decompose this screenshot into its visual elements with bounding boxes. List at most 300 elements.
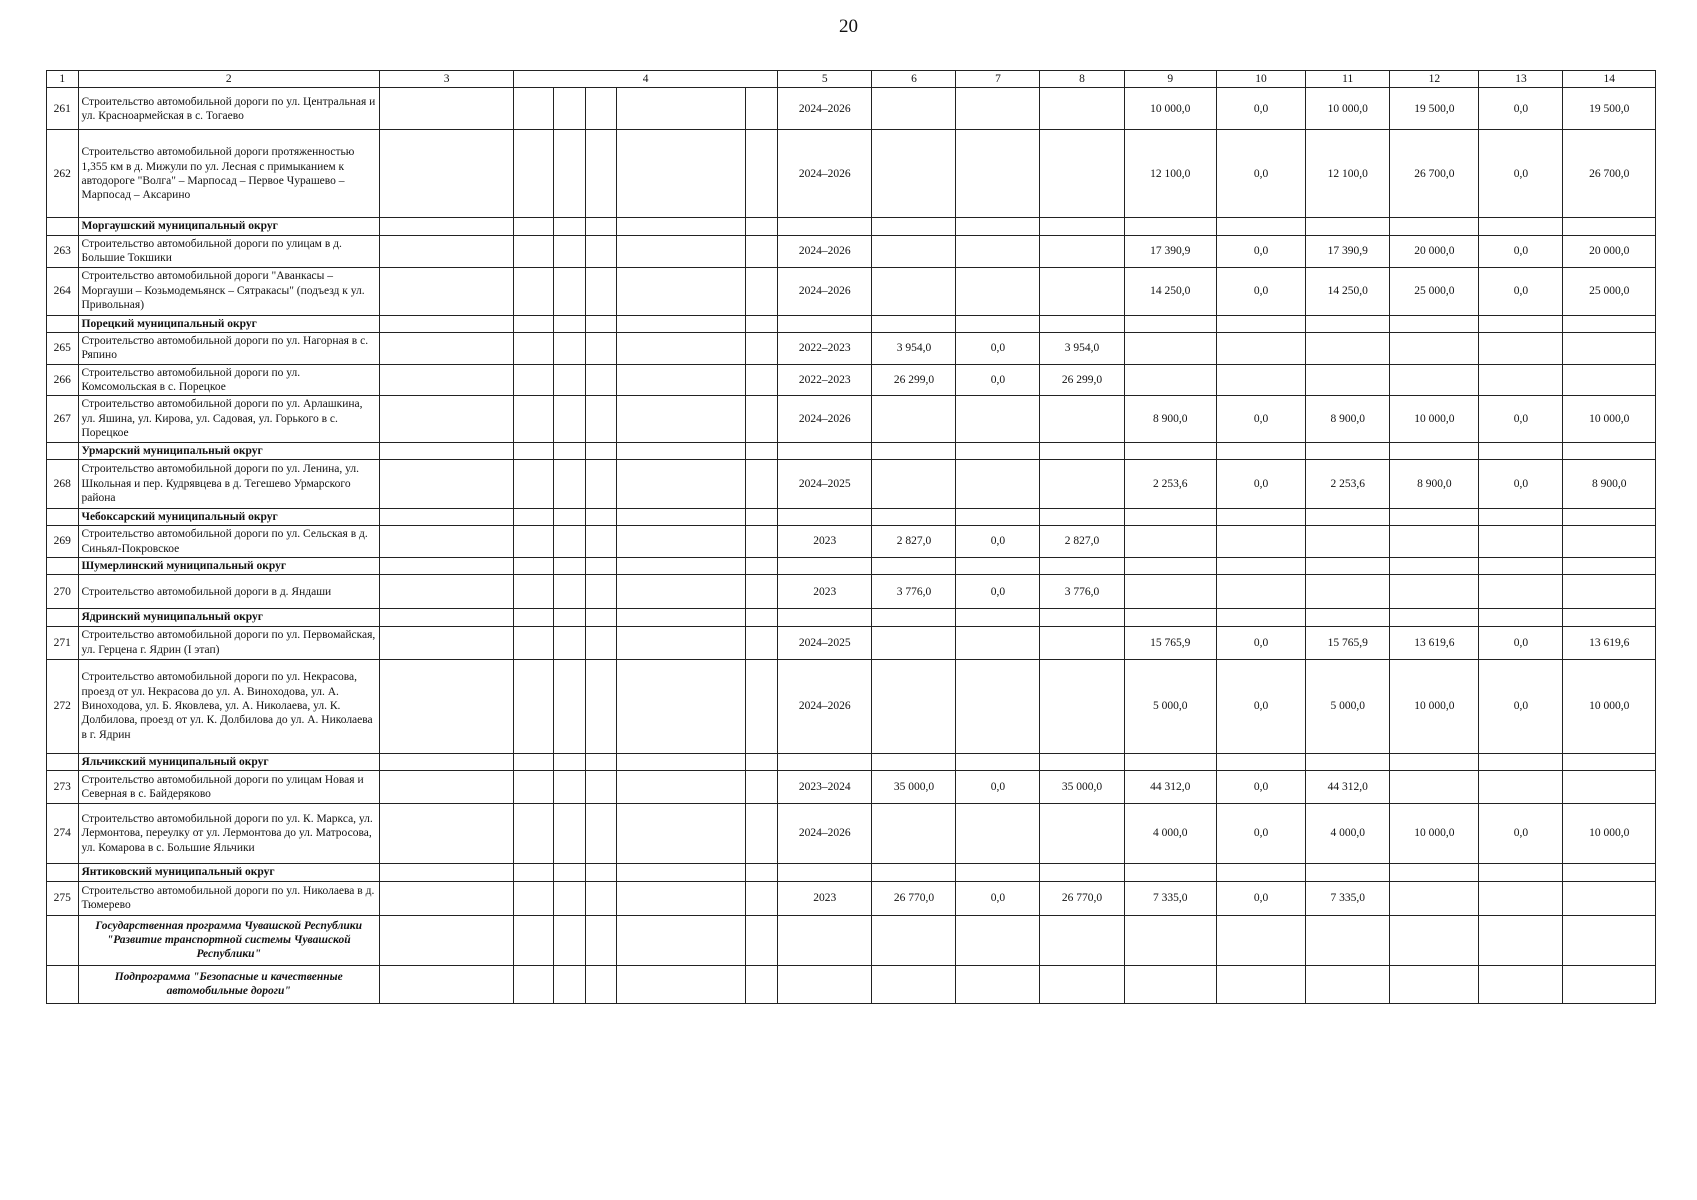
- value-cell-c14: 20 000,0: [1563, 235, 1656, 267]
- value-cell-c8: [1040, 235, 1124, 267]
- col-3-cell: [379, 88, 513, 130]
- col-4-subcell: [514, 753, 554, 770]
- value-cell-c6: [872, 459, 956, 508]
- col-3-cell: [379, 804, 513, 864]
- col-4-subcell: [617, 526, 746, 558]
- value-cell-c13: 0,0: [1479, 130, 1563, 218]
- value-cell-c12: 10 000,0: [1390, 804, 1479, 864]
- col-4-subcell: [514, 442, 554, 459]
- col-4-subcell: [585, 459, 617, 508]
- empty-cell: [1479, 442, 1563, 459]
- value-cell-c7: [956, 804, 1040, 864]
- value-cell-c10: 0,0: [1216, 804, 1305, 864]
- col-4-subcell: [554, 771, 586, 804]
- row-name: Строительство автомобильной дороги в д. Яндаши: [78, 575, 379, 609]
- col-4-subcell: [514, 659, 554, 753]
- value-cell-c14: [1563, 771, 1656, 804]
- empty-cell: [1479, 965, 1563, 1003]
- empty-cell: [1306, 864, 1390, 881]
- empty-cell: [1390, 315, 1479, 332]
- empty-cell: [1563, 508, 1656, 525]
- value-cell-c10: [1216, 364, 1305, 396]
- col-4-subcell: [514, 364, 554, 396]
- value-cell-c13: 0,0: [1479, 267, 1563, 315]
- row-number: [47, 965, 79, 1003]
- program-name: Государственная программа Чувашской Республики "Развитие транспортной системы Чувашской Республики": [78, 915, 379, 965]
- col-4-subcell: [746, 558, 778, 575]
- value-cell-c8: [1040, 659, 1124, 753]
- col-4-subcell: [554, 558, 586, 575]
- col-3-cell: [379, 609, 513, 626]
- col-4-subcell: [617, 626, 746, 659]
- value-cell-c11: [1306, 364, 1390, 396]
- empty-cell: [777, 508, 872, 525]
- table-row: [47, 396, 1656, 442]
- col-4-subcell: [746, 218, 778, 235]
- col-4-subcell: [746, 659, 778, 753]
- empty-cell: [872, 315, 956, 332]
- value-cell-c13: 0,0: [1479, 88, 1563, 130]
- row-name: Строительство автомобильной дороги протяженностью 1,355 км в д. Мижули по ул. Лесная с примыканием к автодороге "Волга" – Марпосад – Первое Чурашево – Марпосад – Аксарино: [78, 130, 379, 218]
- empty-cell: [872, 442, 956, 459]
- row-name: Строительство автомобильной дороги по ул. Ленина, ул. Школьная и пер. Кудрявцева в д. Тегешево Урмарского района: [78, 459, 379, 508]
- district-name: Урмарский муниципальный округ: [78, 442, 379, 459]
- value-cell-c10: 0,0: [1216, 459, 1305, 508]
- col-4-subcell: [514, 864, 554, 881]
- col-4-subcell: [514, 526, 554, 558]
- row-name: Строительство автомобильной дороги "Аванкасы – Моргауши – Козьмодемьянск – Сятракасы" (подъезд к ул. Привольная): [78, 267, 379, 315]
- empty-cell: [956, 315, 1040, 332]
- program-name: Подпрограмма "Безопасные и качественные автомобильные дороги": [78, 965, 379, 1003]
- column-header: 7: [956, 71, 1040, 88]
- col-4-subcell: [554, 235, 586, 267]
- value-cell-c11: [1306, 526, 1390, 558]
- empty-cell: [1479, 915, 1563, 965]
- empty-cell: [1040, 558, 1124, 575]
- col-3-cell: [379, 396, 513, 442]
- empty-cell: [1390, 864, 1479, 881]
- empty-cell: [1390, 508, 1479, 525]
- row-number: 271: [47, 626, 79, 659]
- col-4-subcell: [514, 804, 554, 864]
- value-cell-c14: 19 500,0: [1563, 88, 1656, 130]
- col-4-subcell: [585, 804, 617, 864]
- value-cell-c12: [1390, 332, 1479, 364]
- col-4-subcell: [617, 364, 746, 396]
- value-cell-c10: 0,0: [1216, 881, 1305, 915]
- value-cell-c8: [1040, 626, 1124, 659]
- value-cell-c10: 0,0: [1216, 235, 1305, 267]
- value-cell-c12: 10 000,0: [1390, 396, 1479, 442]
- col-4-subcell: [617, 396, 746, 442]
- col-3-cell: [379, 459, 513, 508]
- district-name: Моргаушский муниципальный округ: [78, 218, 379, 235]
- col-4-subcell: [514, 965, 554, 1003]
- empty-cell: [1040, 753, 1124, 770]
- district-name: Ядринский муниципальный округ: [78, 609, 379, 626]
- row-name: Строительство автомобильной дороги по ул. Нагорная в с. Ряпино: [78, 332, 379, 364]
- empty-cell: [956, 864, 1040, 881]
- empty-cell: [1306, 442, 1390, 459]
- col-4-subcell: [585, 915, 617, 965]
- value-cell-c8: [1040, 88, 1124, 130]
- col-4-subcell: [554, 526, 586, 558]
- col-4-subcell: [617, 218, 746, 235]
- value-cell-c7: [956, 130, 1040, 218]
- col-4-subcell: [746, 364, 778, 396]
- col-3-cell: [379, 218, 513, 235]
- value-cell-c6: 26 770,0: [872, 881, 956, 915]
- col-4-subcell: [585, 508, 617, 525]
- value-cell-c10: 0,0: [1216, 626, 1305, 659]
- value-cell-c7: 0,0: [956, 771, 1040, 804]
- value-cell-c12: [1390, 364, 1479, 396]
- empty-cell: [956, 753, 1040, 770]
- row-number: [47, 915, 79, 965]
- empty-cell: [1216, 218, 1305, 235]
- program-row: [47, 965, 1656, 1003]
- empty-cell: [1479, 864, 1563, 881]
- district-row: [47, 442, 1656, 459]
- col-4-subcell: [514, 235, 554, 267]
- empty-cell: [1124, 609, 1216, 626]
- period-cell: 2024–2026: [777, 267, 872, 315]
- col-4-subcell: [514, 130, 554, 218]
- value-cell-c7: 0,0: [956, 526, 1040, 558]
- district-name: Шумерлинский муниципальный округ: [78, 558, 379, 575]
- empty-cell: [1040, 864, 1124, 881]
- col-4-subcell: [585, 130, 617, 218]
- col-4-subcell: [617, 459, 746, 508]
- col-3-cell: [379, 267, 513, 315]
- column-header: 4: [514, 71, 778, 88]
- col-4-subcell: [746, 396, 778, 442]
- value-cell-c14: [1563, 881, 1656, 915]
- value-cell-c12: 20 000,0: [1390, 235, 1479, 267]
- value-cell-c10: [1216, 575, 1305, 609]
- col-3-cell: [379, 881, 513, 915]
- row-number: 261: [47, 88, 79, 130]
- period-cell: 2024–2026: [777, 396, 872, 442]
- empty-cell: [1124, 965, 1216, 1003]
- value-cell-c13: 0,0: [1479, 804, 1563, 864]
- page-number: 20: [839, 16, 858, 37]
- col-4-subcell: [514, 396, 554, 442]
- col-3-cell: [379, 626, 513, 659]
- value-cell-c12: 8 900,0: [1390, 459, 1479, 508]
- table-row: [47, 526, 1656, 558]
- value-cell-c9: 2 253,6: [1124, 459, 1216, 508]
- value-cell-c13: 0,0: [1479, 626, 1563, 659]
- column-header: 5: [777, 71, 872, 88]
- col-4-subcell: [585, 88, 617, 130]
- column-header: 8: [1040, 71, 1124, 88]
- col-4-subcell: [746, 235, 778, 267]
- header-row: [47, 71, 1656, 88]
- column-header: 10: [1216, 71, 1305, 88]
- col-4-subcell: [617, 771, 746, 804]
- col-4-subcell: [554, 332, 586, 364]
- col-4-subcell: [554, 864, 586, 881]
- empty-cell: [1216, 965, 1305, 1003]
- empty-cell: [1306, 965, 1390, 1003]
- col-4-subcell: [746, 753, 778, 770]
- col-4-subcell: [554, 267, 586, 315]
- value-cell-c7: [956, 88, 1040, 130]
- value-cell-c9: 10 000,0: [1124, 88, 1216, 130]
- empty-cell: [1563, 315, 1656, 332]
- empty-cell: [1216, 915, 1305, 965]
- column-header: 6: [872, 71, 956, 88]
- value-cell-c14: 10 000,0: [1563, 804, 1656, 864]
- value-cell-c12: 25 000,0: [1390, 267, 1479, 315]
- row-number: 263: [47, 235, 79, 267]
- empty-cell: [872, 864, 956, 881]
- row-number: [47, 609, 79, 626]
- value-cell-c11: [1306, 575, 1390, 609]
- empty-cell: [1479, 558, 1563, 575]
- empty-cell: [777, 442, 872, 459]
- table-row: [47, 88, 1656, 130]
- row-number: [47, 864, 79, 881]
- value-cell-c7: [956, 235, 1040, 267]
- value-cell-c7: 0,0: [956, 881, 1040, 915]
- value-cell-c8: 26 299,0: [1040, 364, 1124, 396]
- empty-cell: [1216, 558, 1305, 575]
- value-cell-c9: [1124, 526, 1216, 558]
- value-cell-c6: 26 299,0: [872, 364, 956, 396]
- col-4-subcell: [585, 218, 617, 235]
- col-4-subcell: [514, 626, 554, 659]
- district-row: [47, 508, 1656, 525]
- value-cell-c12: 13 619,6: [1390, 626, 1479, 659]
- empty-cell: [1216, 508, 1305, 525]
- value-cell-c8: [1040, 804, 1124, 864]
- row-number: [47, 508, 79, 525]
- col-4-subcell: [746, 130, 778, 218]
- column-header: 11: [1306, 71, 1390, 88]
- col-4-subcell: [514, 459, 554, 508]
- col-4-subcell: [617, 235, 746, 267]
- value-cell-c8: 2 827,0: [1040, 526, 1124, 558]
- empty-cell: [1563, 915, 1656, 965]
- col-3-cell: [379, 915, 513, 965]
- col-4-subcell: [554, 881, 586, 915]
- empty-cell: [777, 609, 872, 626]
- col-4-subcell: [554, 88, 586, 130]
- empty-cell: [1040, 609, 1124, 626]
- value-cell-c9: [1124, 575, 1216, 609]
- table-row: [47, 771, 1656, 804]
- value-cell-c13: [1479, 364, 1563, 396]
- col-4-subcell: [617, 315, 746, 332]
- value-cell-c14: [1563, 575, 1656, 609]
- value-cell-c10: 0,0: [1216, 659, 1305, 753]
- col-4-subcell: [554, 965, 586, 1003]
- col-3-cell: [379, 315, 513, 332]
- col-4-subcell: [746, 965, 778, 1003]
- col-4-subcell: [585, 558, 617, 575]
- row-number: [47, 753, 79, 770]
- col-4-subcell: [585, 771, 617, 804]
- value-cell-c12: [1390, 575, 1479, 609]
- value-cell-c6: [872, 804, 956, 864]
- value-cell-c6: [872, 396, 956, 442]
- col-4-subcell: [554, 459, 586, 508]
- empty-cell: [1563, 753, 1656, 770]
- district-name: Яльчикский муниципальный округ: [78, 753, 379, 770]
- col-3-cell: [379, 526, 513, 558]
- row-name: Строительство автомобильной дороги по ул. Комсомольская в с. Порецкое: [78, 364, 379, 396]
- row-number: [47, 442, 79, 459]
- row-number: 272: [47, 659, 79, 753]
- col-4-subcell: [585, 315, 617, 332]
- value-cell-c9: 5 000,0: [1124, 659, 1216, 753]
- value-cell-c6: [872, 659, 956, 753]
- value-cell-c11: [1306, 332, 1390, 364]
- empty-cell: [872, 609, 956, 626]
- column-header: 9: [1124, 71, 1216, 88]
- row-number: 262: [47, 130, 79, 218]
- col-4-subcell: [554, 626, 586, 659]
- empty-cell: [872, 508, 956, 525]
- value-cell-c9: 14 250,0: [1124, 267, 1216, 315]
- col-4-subcell: [617, 130, 746, 218]
- empty-cell: [956, 965, 1040, 1003]
- value-cell-c10: 0,0: [1216, 771, 1305, 804]
- row-number: [47, 558, 79, 575]
- col-3-cell: [379, 442, 513, 459]
- period-cell: 2024–2026: [777, 130, 872, 218]
- col-4-subcell: [514, 88, 554, 130]
- row-number: 267: [47, 396, 79, 442]
- empty-cell: [1216, 609, 1305, 626]
- value-cell-c12: 10 000,0: [1390, 659, 1479, 753]
- value-cell-c10: 0,0: [1216, 267, 1305, 315]
- empty-cell: [1390, 218, 1479, 235]
- value-cell-c11: 12 100,0: [1306, 130, 1390, 218]
- empty-cell: [1040, 442, 1124, 459]
- empty-cell: [1306, 558, 1390, 575]
- empty-cell: [1479, 315, 1563, 332]
- period-cell: 2024–2026: [777, 804, 872, 864]
- col-4-subcell: [554, 804, 586, 864]
- value-cell-c13: [1479, 526, 1563, 558]
- table-row: [47, 130, 1656, 218]
- row-name: Строительство автомобильной дороги по ул. Сельская в д. Синьял-Покровское: [78, 526, 379, 558]
- col-4-subcell: [514, 332, 554, 364]
- value-cell-c7: [956, 626, 1040, 659]
- column-header: 2: [78, 71, 379, 88]
- empty-cell: [1479, 508, 1563, 525]
- row-number: 275: [47, 881, 79, 915]
- district-row: [47, 753, 1656, 770]
- row-number: 266: [47, 364, 79, 396]
- column-header: 3: [379, 71, 513, 88]
- col-4-subcell: [514, 609, 554, 626]
- value-cell-c8: 3 776,0: [1040, 575, 1124, 609]
- empty-cell: [1390, 753, 1479, 770]
- col-4-subcell: [617, 558, 746, 575]
- row-number: 265: [47, 332, 79, 364]
- empty-cell: [1216, 315, 1305, 332]
- col-4-subcell: [554, 575, 586, 609]
- column-header: 14: [1563, 71, 1656, 88]
- period-cell: 2024–2025: [777, 459, 872, 508]
- empty-cell: [1124, 915, 1216, 965]
- column-header: 13: [1479, 71, 1563, 88]
- col-4-subcell: [514, 771, 554, 804]
- period-cell: 2023: [777, 575, 872, 609]
- empty-cell: [956, 442, 1040, 459]
- empty-cell: [872, 218, 956, 235]
- col-4-subcell: [554, 659, 586, 753]
- value-cell-c6: [872, 626, 956, 659]
- empty-cell: [1563, 218, 1656, 235]
- col-3-cell: [379, 753, 513, 770]
- col-3-cell: [379, 364, 513, 396]
- col-4-subcell: [746, 771, 778, 804]
- value-cell-c6: 3 776,0: [872, 575, 956, 609]
- col-4-subcell: [514, 881, 554, 915]
- col-3-cell: [379, 235, 513, 267]
- value-cell-c7: 0,0: [956, 332, 1040, 364]
- col-4-subcell: [585, 235, 617, 267]
- col-4-subcell: [514, 315, 554, 332]
- empty-cell: [1216, 864, 1305, 881]
- col-4-subcell: [554, 396, 586, 442]
- col-4-subcell: [554, 753, 586, 770]
- value-cell-c14: 26 700,0: [1563, 130, 1656, 218]
- row-number: 268: [47, 459, 79, 508]
- value-cell-c10: 0,0: [1216, 396, 1305, 442]
- col-4-subcell: [514, 218, 554, 235]
- col-4-subcell: [554, 508, 586, 525]
- period-cell: 2024–2026: [777, 659, 872, 753]
- value-cell-c14: 13 619,6: [1563, 626, 1656, 659]
- col-4-subcell: [746, 267, 778, 315]
- value-cell-c12: [1390, 526, 1479, 558]
- row-number: 273: [47, 771, 79, 804]
- empty-cell: [777, 965, 872, 1003]
- col-4-subcell: [514, 508, 554, 525]
- col-4-subcell: [746, 459, 778, 508]
- col-4-subcell: [617, 804, 746, 864]
- value-cell-c13: [1479, 881, 1563, 915]
- district-name: Чебоксарский муниципальный округ: [78, 508, 379, 525]
- col-3-cell: [379, 864, 513, 881]
- empty-cell: [1390, 442, 1479, 459]
- empty-cell: [777, 558, 872, 575]
- row-number: [47, 218, 79, 235]
- value-cell-c6: 3 954,0: [872, 332, 956, 364]
- empty-cell: [1124, 864, 1216, 881]
- col-4-subcell: [514, 267, 554, 315]
- col-4-subcell: [746, 609, 778, 626]
- value-cell-c8: 35 000,0: [1040, 771, 1124, 804]
- empty-cell: [956, 609, 1040, 626]
- col-4-subcell: [514, 575, 554, 609]
- value-cell-c14: 10 000,0: [1563, 659, 1656, 753]
- value-cell-c8: [1040, 267, 1124, 315]
- col-4-subcell: [514, 915, 554, 965]
- row-name: Строительство автомобильной дороги по улицам в д. Большие Токшики: [78, 235, 379, 267]
- col-3-cell: [379, 575, 513, 609]
- value-cell-c13: [1479, 575, 1563, 609]
- value-cell-c12: 26 700,0: [1390, 130, 1479, 218]
- col-4-subcell: [585, 881, 617, 915]
- col-3-cell: [379, 130, 513, 218]
